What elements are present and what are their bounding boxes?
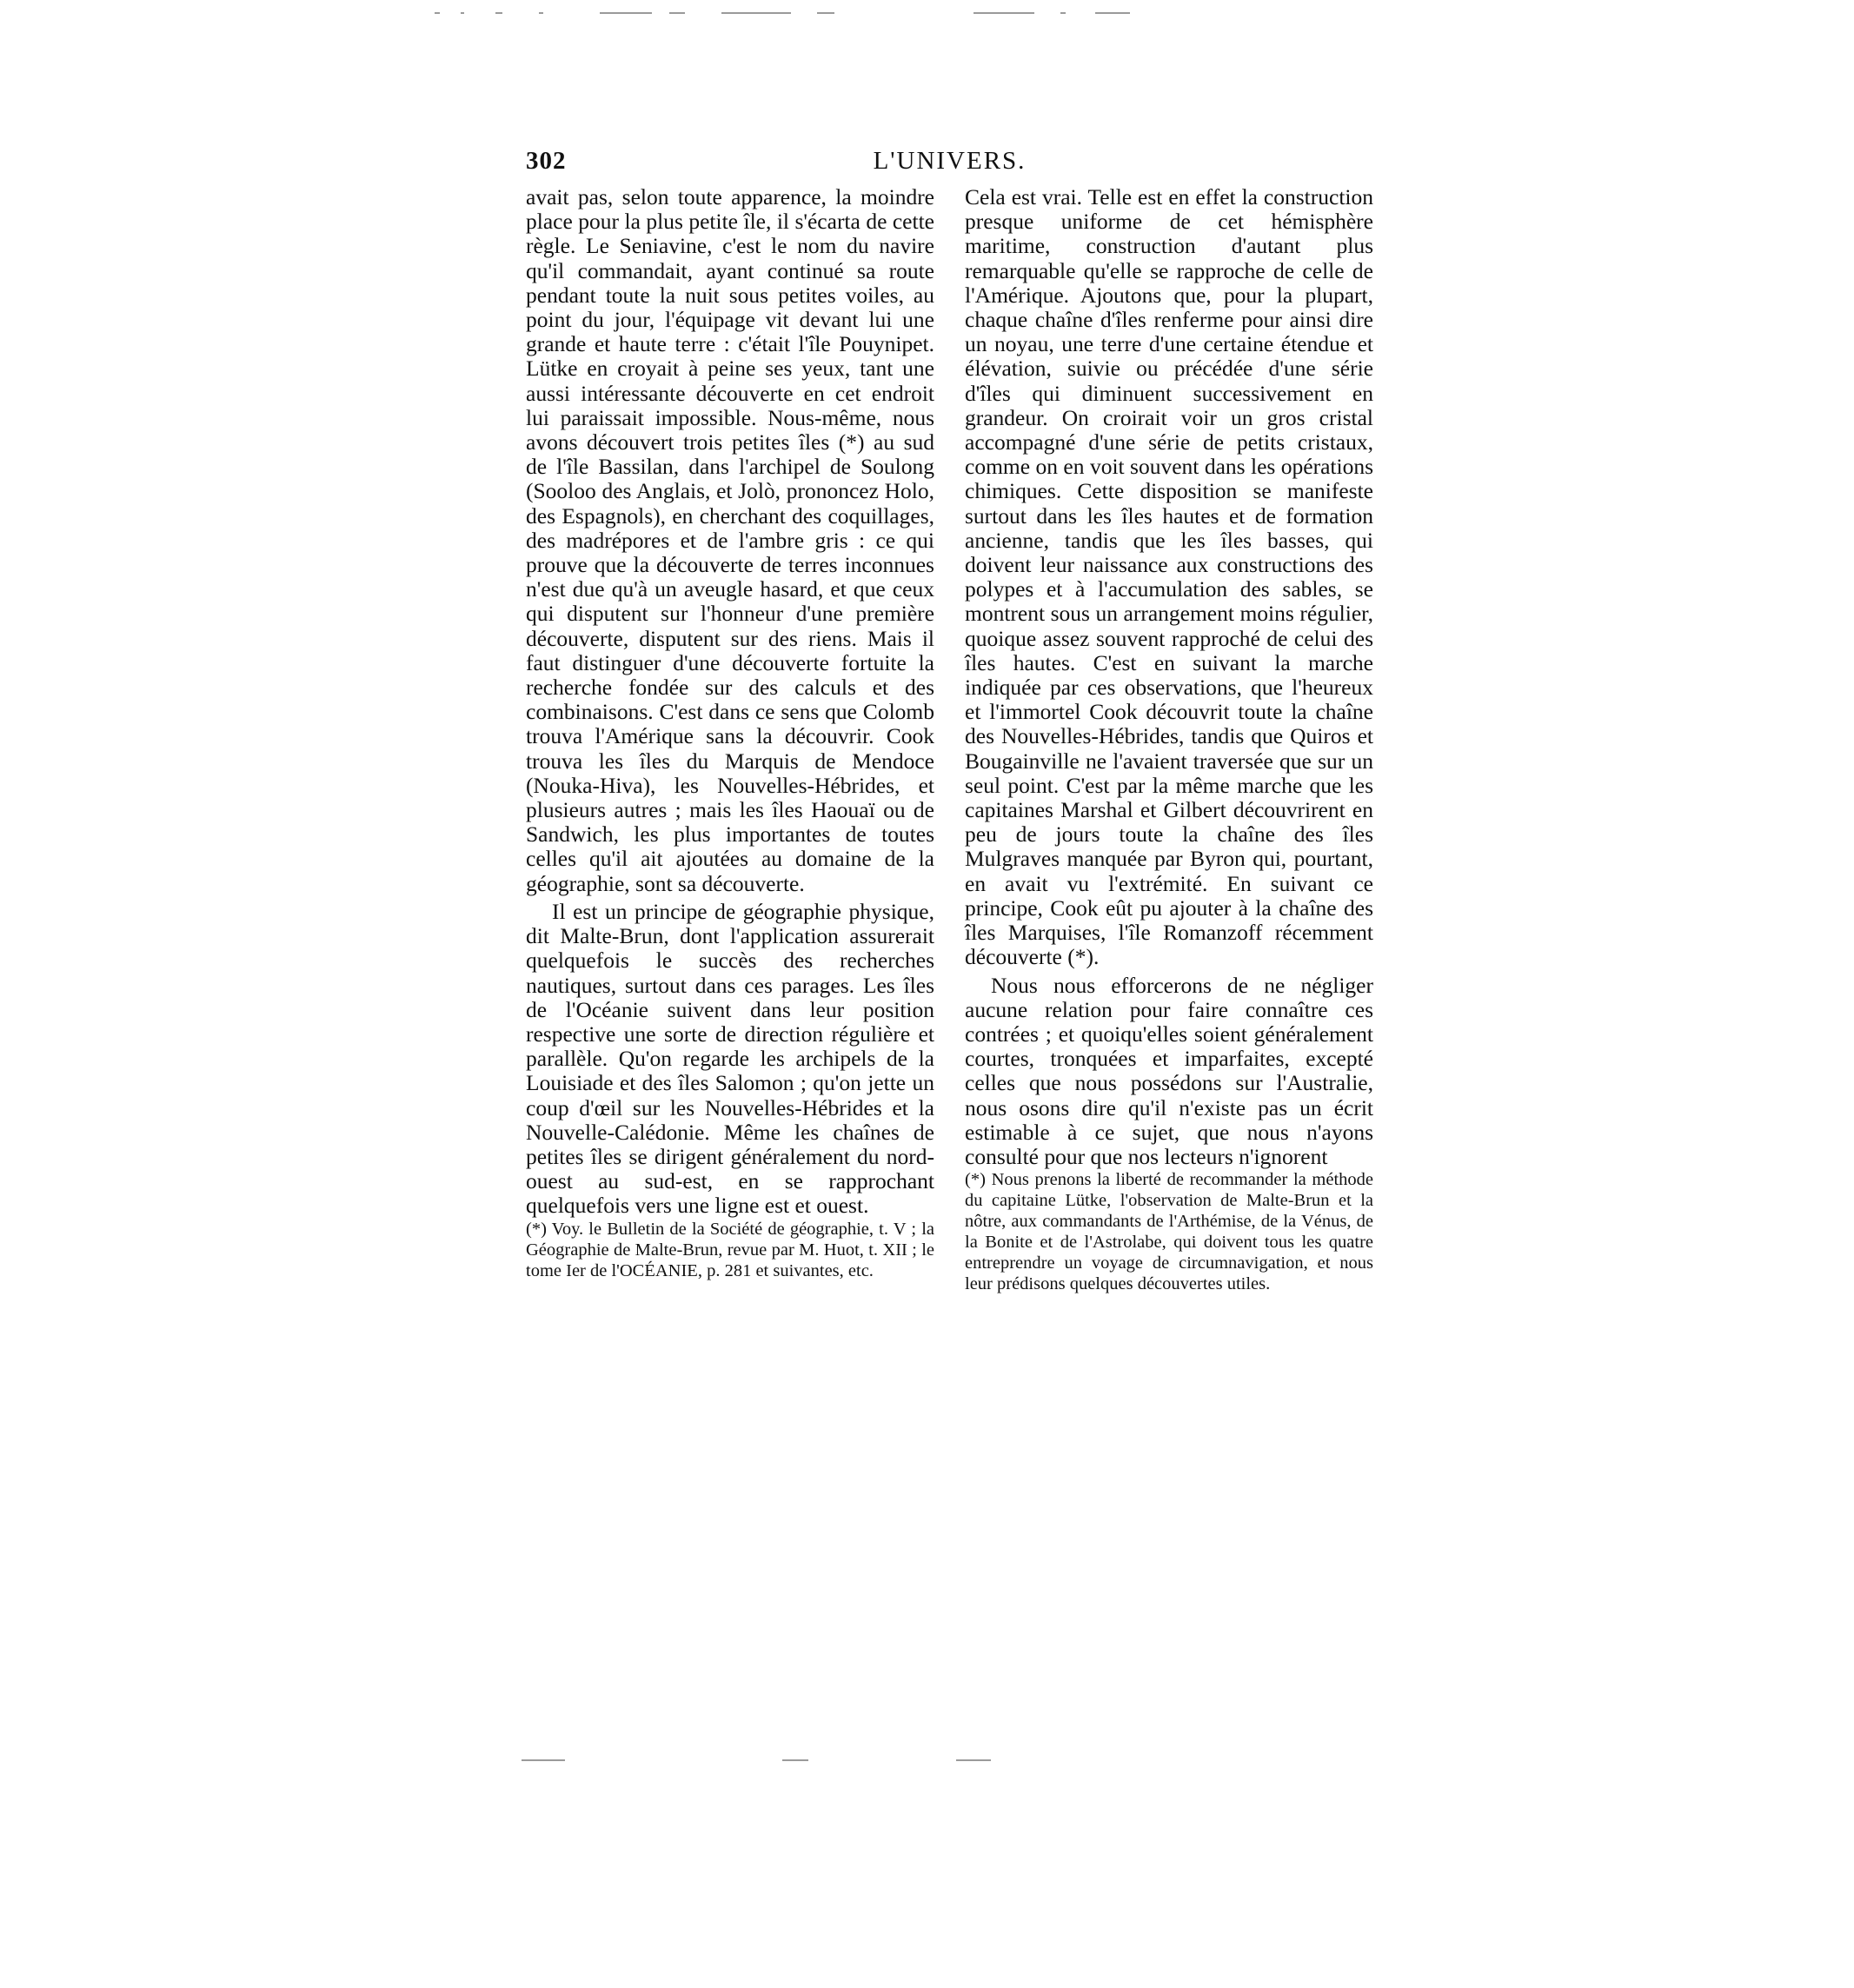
- right-footnote: (*) Nous prenons la liberté de recommander la méthode du capitaine Lütke, l'observation de Malte-Brun et la nôtre, aux commandants de l'Arthémise, de la Vénus, de la Bonite et de l'Astrolabe, qui doivent tous les quatre entreprendre un voyage de circumnavigation, et nous leur prédisons quelques découvertes utiles.: [965, 1170, 1373, 1294]
- page-number: 302: [526, 147, 567, 175]
- scan-artifact-top: [435, 10, 1217, 16]
- right-paragraph-1: Cela est vrai. Telle est en effet la construction presque uniforme de cet hémisphère maritime, construction d'autant plus remarquable qu'elle se rapproche de celle de l'Amérique. Ajoutons que, pour la plupart, chaque chaîne d'îles renferme pour ainsi dire un noyau, une terre d'une certaine étendue et élévation, suivie ou précédée d'une série d'îles qui diminuent successivement en grandeur. On croirait voir un gros cristal accompagné d'une série de petits cristaux, comme on en voit souvent dans les opérations chimiques. Cette disposition se manifeste surtout dans les îles hautes et de formation ancienne, tandis que les îles basses, qui doivent leur naissance aux constructions des polypes et à l'accumulation des sables, se montrent sous un arrangement moins régulier, quoique assez souvent rapproché de celui des îles hautes. C'est en suivant la marche indiquée par ces observations, que l'heureux et l'immortel Cook découvrit toute la chaîne des Nouvelles-Hébrides, tandis que Quiros et Bougainville ne l'avaient traversée que sur un seul point. C'est par la même marche que les capitaines Marshal et Gilbert découvrirent en peu de jours toute la chaîne des îles Mulgraves manquée par Byron qui, pourtant, en avait vu l'extrémité. En suivant ce principe, Cook eût pu ajouter à la chaîne des îles Marquises, l'île Romanzoff récemment découverte (*).: [965, 184, 1373, 970]
- right-paragraph-2: Nous nous efforcerons de ne négliger aucune relation pour faire connaître ces contrées ; et quoiqu'elles soient généralement courtes, tronquées et imparfaites, excepté celles que nous possédons sur l'Australie, nous osons dire qu'il n'existe pas un écrit estimable à ce sujet, que nous n'ayons consulté pour que nos lecteurs n'ignorent: [965, 972, 1373, 1169]
- running-title: L'UNIVERS.: [873, 147, 1027, 175]
- scan-artifact-bottom: [435, 1758, 1217, 1763]
- left-column: [526, 185, 934, 1281]
- running-head: [526, 143, 1373, 182]
- left-footnote: (*) Voy. le Bulletin de la Société de géographie, t. V ; la Géographie de Malte-Brun, revue par M. Huot, t. XII ; le tome Ier de l'OCÉANIE, p. 281 et suivantes, etc.: [526, 1219, 934, 1280]
- left-paragraph-1: avait pas, selon toute apparence, la moindre place pour la plus petite île, il s'écarta de cette règle. Le Seniavine, c'est le nom du navire qu'il commandait, ayant continué sa route pendant toute la nuit sous petites voiles, au point du jour, l'équipage vit devant lui une grande et haute terre : c'était l'île Pouynipet. Lütke en croyait à peine ses yeux, tant une aussi intéressante découverte en cet endroit lui paraissait impossible. Nous-même, nous avons découvert trois petites îles (*) au sud de l'île Bassilan, dans l'archipel de Soulong (Sooloo des Anglais, et Jolò, prononcez Holo, des Espagnols), en cherchant des coquillages, des madrépores et de l'ambre gris : ce qui prouve que la découverte de terres inconnues n'est due qu'à un aveugle hasard, et que ceux qui disputent sur l'honneur d'une première découverte, disputent sur des riens. Mais il faut distinguer d'une découverte fortuite la recherche fondée sur des calculs et des combinaisons. C'est dans ce sens que Colomb trouva l'Amérique sans la découvrir. Cook trouva les îles du Marquis de Mendoce (Nouka-Hiva), les Nouvelles-Hébrides, et plusieurs autres ; mais les îles Haouaï ou de Sandwich, les plus importantes de toutes celles qu'il ait ajoutées au domaine de la géographie, sont sa découverte.: [526, 184, 934, 896]
- right-column: [965, 185, 1373, 1294]
- document-page: [526, 143, 1373, 1552]
- left-paragraph-2: Il est un principe de géographie physique, dit Malte-Brun, dont l'application assurerait quelquefois le succès des recherches nautiques, surtout dans ces parages. Les îles de l'Océanie suivent dans leur position respective une sorte de direction régulière et parallèle. Qu'on regarde les archipels de la Louisiade et des îles Salomon ; qu'on jette un coup d'œil sur les Nouvelles-Hébrides et la Nouvelle-Calédonie. Même les chaînes de petites îles se dirigent généralement du nord-ouest au sud-est, en se rapprochant quelquefois vers une ligne est et ouest.: [526, 898, 934, 1219]
